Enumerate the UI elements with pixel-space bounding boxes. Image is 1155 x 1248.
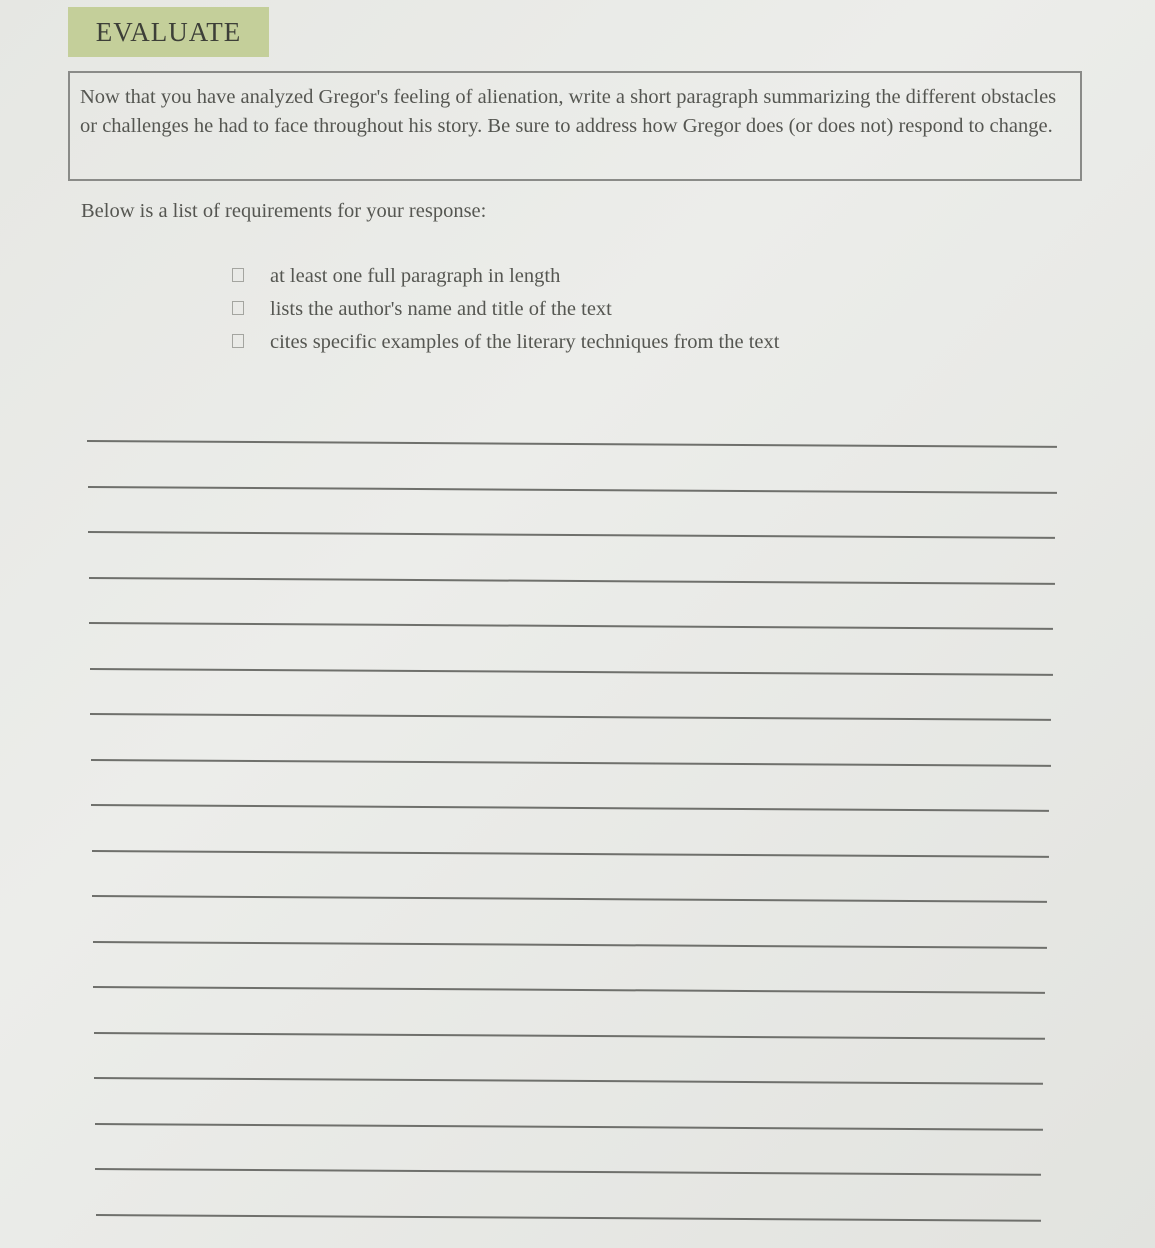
answer-line[interactable] xyxy=(89,622,1053,629)
answer-line[interactable] xyxy=(94,1123,1041,1130)
answer-line[interactable] xyxy=(87,440,1057,448)
prompt-text: Now that you have analyzed Gregor's feeling of alienation, write a short paragraph summarizing the different obstacles or challenges he had to face throughout his story. Be sure to address how Gregor does (or does not) respond to change. xyxy=(80,86,1057,137)
answer-line[interactable] xyxy=(88,531,1055,539)
answer-line[interactable] xyxy=(89,668,1051,675)
answer-line[interactable] xyxy=(90,759,1049,766)
answer-line[interactable] xyxy=(87,486,1055,494)
section-label-text: EVALUATE xyxy=(95,16,242,47)
answer-line[interactable] xyxy=(93,1032,1043,1039)
answer-line[interactable] xyxy=(91,850,1047,857)
answer-line[interactable] xyxy=(90,713,1051,720)
requirement-label: lists the author's name and title of the text xyxy=(270,298,612,320)
requirements-intro: Below is a list of requirements for your response: xyxy=(81,200,487,222)
answer-line[interactable] xyxy=(94,1077,1043,1084)
answer-line[interactable] xyxy=(93,986,1045,993)
answer-line[interactable] xyxy=(88,577,1053,584)
requirement-label: cites specific examples of the literary techniques from the text xyxy=(270,331,780,353)
answer-line[interactable] xyxy=(91,804,1049,811)
answer-line[interactable] xyxy=(95,1214,1039,1221)
answer-line[interactable] xyxy=(92,941,1045,948)
answer-line[interactable] xyxy=(95,1168,1041,1175)
answer-line[interactable] xyxy=(92,895,1047,902)
requirement-label: at least one full paragraph in length xyxy=(270,265,561,287)
